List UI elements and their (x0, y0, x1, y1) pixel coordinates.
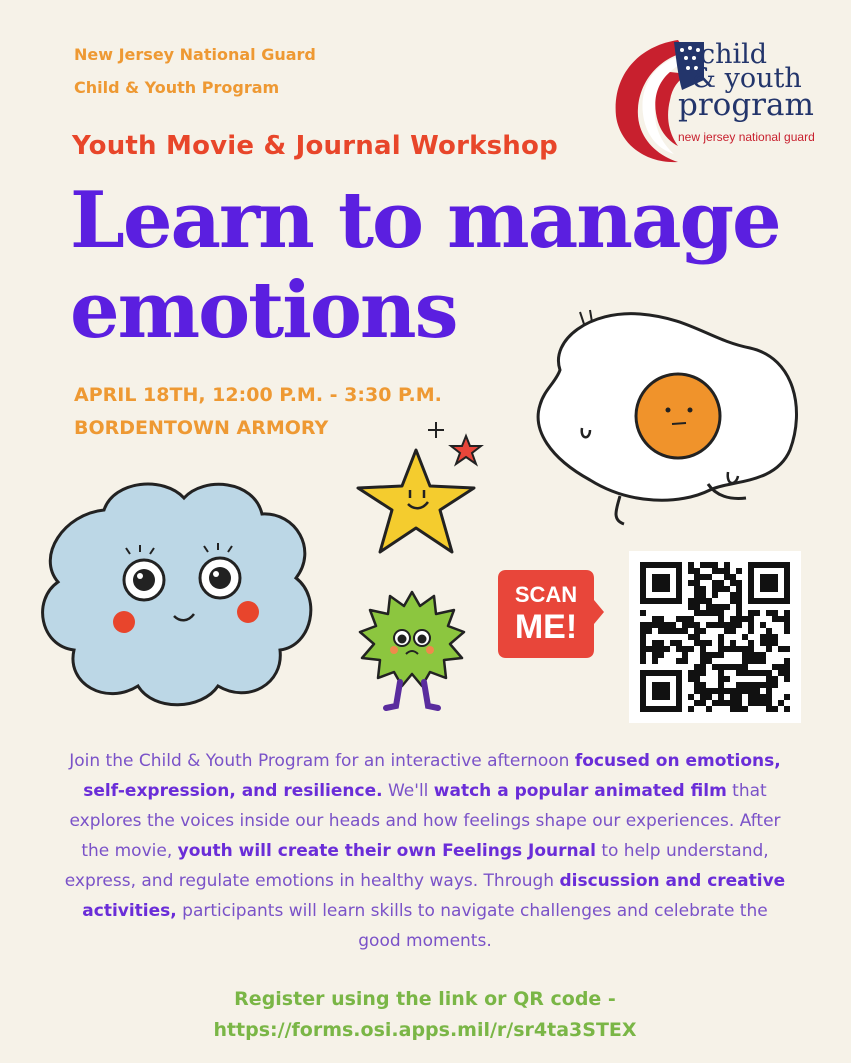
workshop-subtitle: Youth Movie & Journal Workshop (72, 131, 558, 161)
egg-character-icon (520, 300, 810, 540)
desc-bold-2: watch a popular animated film (433, 781, 727, 801)
qr-code[interactable] (629, 551, 801, 723)
register-instruction: Register using the link or QR code - (234, 988, 616, 1010)
event-location: BORDENTOWN ARMORY (74, 417, 329, 439)
scan-line-1: SCAN (514, 582, 578, 607)
event-description (64, 746, 786, 956)
desc-text-1: Join the Child & Youth Program for an interactive afternoon (69, 751, 575, 771)
org-line-2: Child & Youth Program (74, 78, 280, 97)
desc-text-2: We'll (382, 781, 434, 801)
org-name (74, 38, 316, 104)
logo-tagline: new jersey national guard (678, 130, 815, 144)
logo-line-2: & youth (692, 63, 802, 94)
qr-code-icon (629, 551, 801, 723)
desc-text-5: participants will learn skills to navigate challenges and celebrate the good moments. (176, 901, 768, 951)
register-info (60, 984, 790, 1046)
germ-character-icon (356, 588, 468, 714)
headline-line-2: emotions (70, 265, 457, 356)
scan-me-badge (498, 570, 604, 658)
headline-line-1: Learn to manage (70, 175, 780, 266)
org-line-1: New Jersey National Guard (74, 45, 316, 64)
logo-line-3: program (678, 87, 814, 123)
scan-line-2: ME! (514, 608, 578, 646)
event-date-time: APRIL 18TH, 12:00 P.M. - 3:30 P.M. (74, 384, 442, 406)
logo-line-1: child (700, 39, 768, 70)
desc-bold-3: youth will create their own Feelings Journal (177, 841, 596, 861)
program-logo (608, 36, 818, 166)
desc-bold-4: discussion and creative activities, (82, 871, 786, 921)
desc-text-4: to help understand, express, and regulate emotions in healthy ways. Through (64, 841, 769, 891)
desc-text-3: that explores the voices inside our heads and how feelings shape our experiences. After the movie, (69, 781, 781, 861)
desc-bold-1: focused on emotions, self-expression, and resilience. (83, 751, 781, 801)
event-info (74, 379, 442, 445)
register-link[interactable]: https://forms.osi.apps.mil/r/sr4ta3STEX (213, 1019, 637, 1041)
cloud-character-icon (34, 470, 324, 716)
star-character-icon (354, 446, 480, 558)
